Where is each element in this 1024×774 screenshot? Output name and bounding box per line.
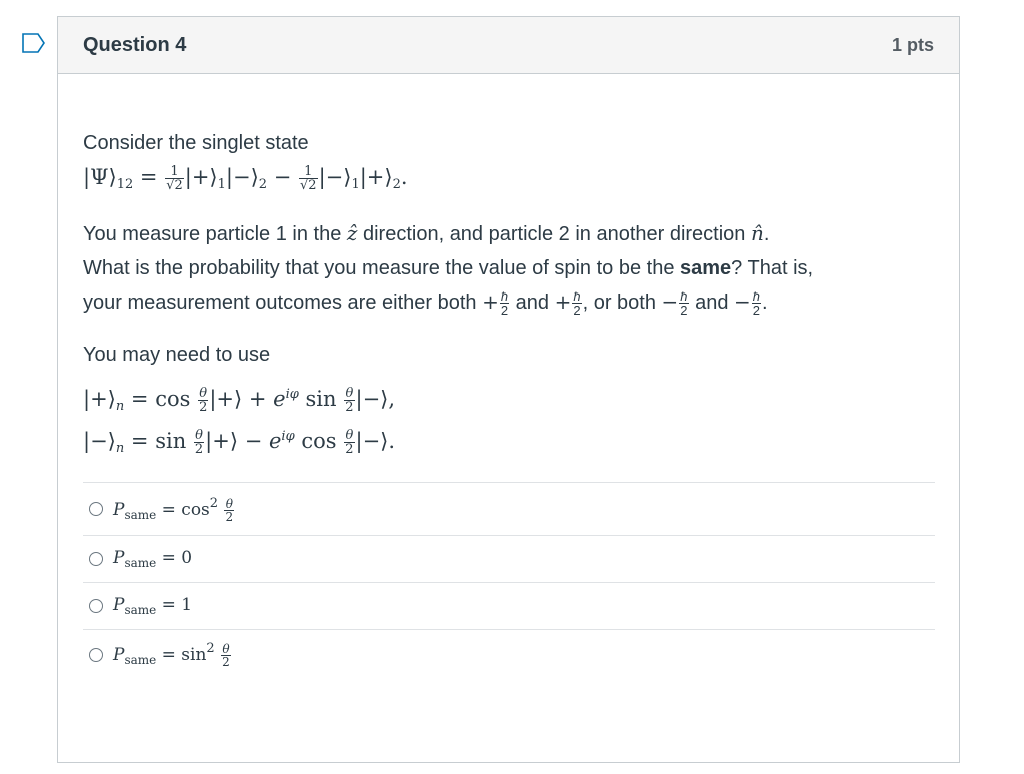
fraction: $\frac{1}{√2}$	[300, 164, 317, 193]
radio-button-icon[interactable]	[89, 552, 103, 566]
answer-label: $P_{same} = 1$	[113, 595, 193, 617]
intro-text: Consider the singlet state	[83, 132, 309, 154]
answer-label: $P_{same} = \cos^2$ $\frac{\theta}{2}$	[113, 495, 234, 524]
question-points: 1 pts	[891, 34, 934, 55]
measurement-paragraph: You measure particle 1 in the ẑ direction, and particle 2 in another direction n̂. What is the probability that you measure the value of spin to be the same? That is, your measurement outcomes are either both + $\frac{ħ}{2}$ and + $\frac{ħ}{2}$ , or both − $\frac{ħ}{2}$ and − $\frac{ħ}{2}$ .	[83, 221, 814, 319]
radio-button-icon[interactable]	[89, 648, 103, 662]
answer-list	[83, 482, 935, 679]
answer-option[interactable]	[83, 535, 935, 582]
question-card	[57, 16, 960, 763]
fraction: $\frac{1}{√2}$	[166, 164, 183, 193]
hint-text: You may need to use	[83, 344, 271, 366]
answer-option[interactable]	[83, 629, 935, 679]
question-body	[58, 126, 959, 679]
question-title: Question 4	[83, 33, 187, 56]
answer-option[interactable]	[83, 482, 935, 535]
minus-n-equation: $|-⟩_n = \sin$ $\frac{\theta}{2}$ |+⟩ − $e^{i\varphi}$ cos $\frac{\theta}{2}$ |−⟩.	[83, 428, 396, 457]
radio-button-icon[interactable]	[89, 599, 103, 613]
flag-question-icon[interactable]	[22, 33, 46, 53]
answer-label: $P_{same} = 0$	[113, 548, 193, 570]
question-header	[58, 17, 959, 74]
answer-option[interactable]	[83, 582, 935, 629]
radio-button-icon[interactable]	[89, 502, 103, 516]
singlet-state-equation: $|\Psi⟩_{12}$ = $\frac{1}{√2}$ $|+⟩_1|-⟩_2$ − $\frac{1}{√2}$ $|-⟩_1|+⟩_2$.	[83, 164, 408, 193]
answer-label: $P_{same} = \sin^2$ $\frac{\theta}{2}$	[113, 641, 230, 669]
plus-n-equation: $|+⟩_n = \cos$ $\frac{\theta}{2}$ |+⟩ + $e^{i\varphi}$ sin $\frac{\theta}{2}$ |−⟩,	[83, 386, 396, 415]
